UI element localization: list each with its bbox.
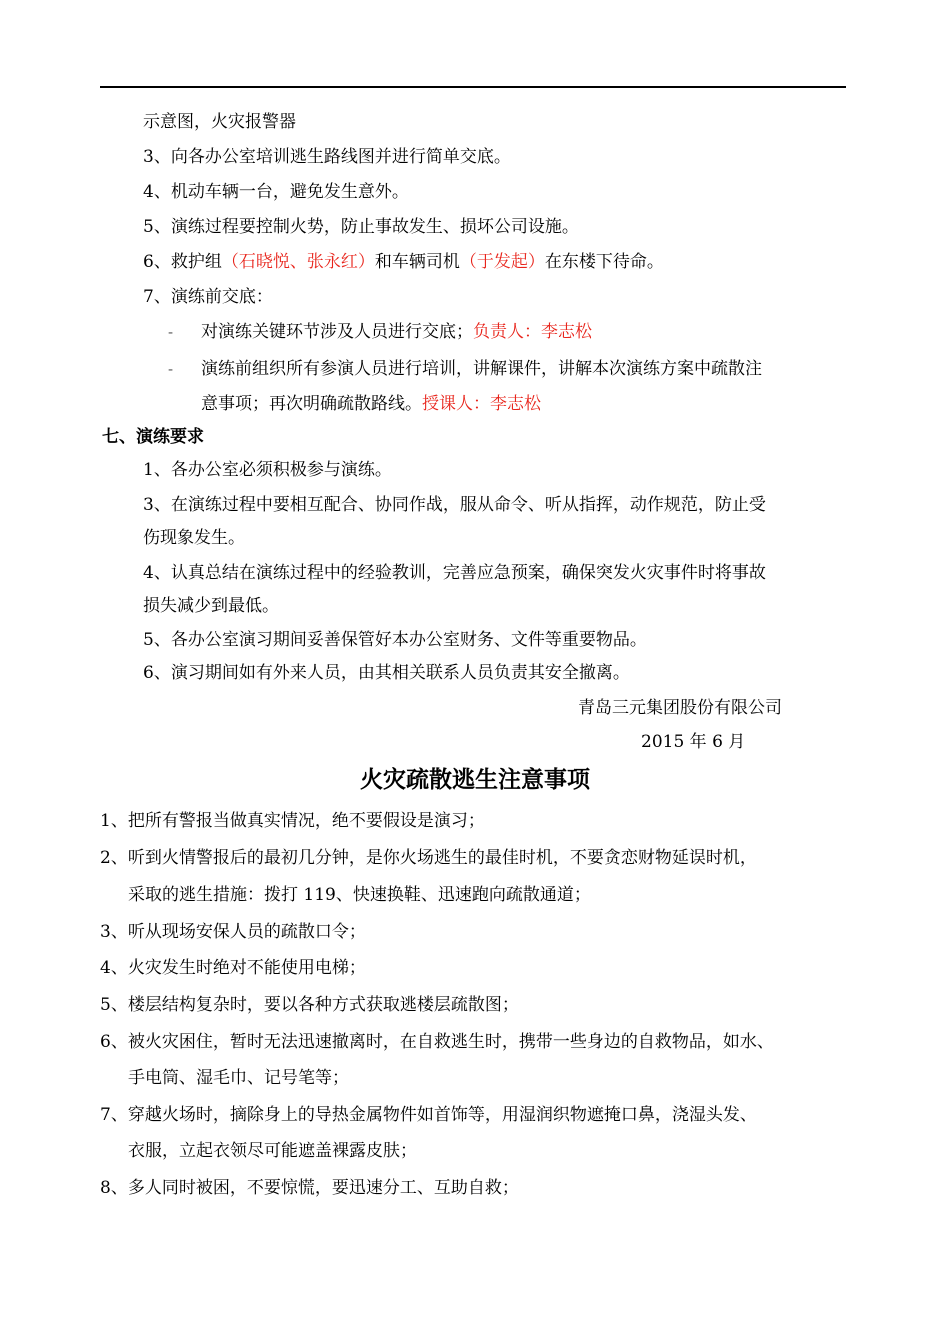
- bullet-dash: -: [168, 323, 174, 341]
- bullet-text: 对演练关键环节涉及人员进行交底；: [201, 322, 473, 342]
- list-item: 5、楼层结构复杂时，要以各种方式获取逃楼层疏散图；: [100, 995, 519, 1015]
- company-name: 青岛三元集团股份有限公司: [578, 698, 782, 718]
- list-item: 5、演练过程要控制火势，防止事故发生、损坏公司设施。: [143, 217, 579, 237]
- list-item: 3、在演练过程中要相互配合、协同作战，服从命令、听从指挥，动作规范，防止受: [143, 495, 766, 515]
- list-item: 5、各办公室演习期间妥善保管好本办公室财务、文件等重要物品。: [143, 630, 647, 650]
- responsible-person: 负责人：李志松: [473, 322, 592, 342]
- driver-name: （于发起）: [459, 252, 545, 272]
- list-item-cont: 伤现象发生。: [143, 528, 245, 548]
- list-item: 4、火灾发生时绝对不能使用电梯；: [100, 958, 366, 978]
- rescue-text-c: 和车辆司机: [374, 252, 460, 272]
- document-date: 2015 年 6 月: [641, 732, 746, 752]
- list-item-cont: 衣服，立起衣领尽可能遮盖裸露皮肤；: [128, 1141, 417, 1161]
- rescue-text-a: 6、救护组: [143, 252, 222, 272]
- continued-line: 示意图，火灾报警器: [143, 112, 296, 132]
- list-item: 3、向各办公室培训逃生路线图并进行简单交底。: [143, 147, 511, 167]
- lecturer: 授课人：李志松: [422, 394, 541, 414]
- list-item: 7、穿越火场时，摘除身上的导热金属物件如首饰等，用湿润织物遮掩口鼻，浇湿头发、: [100, 1105, 757, 1125]
- bullet-item-2-line1: 演练前组织所有参演人员进行培训，讲解课件，讲解本次演练方案中疏散注: [201, 359, 762, 379]
- page-title: 火灾疏散逃生注意事项: [360, 766, 590, 793]
- list-item: 1、各办公室必须积极参与演练。: [143, 460, 392, 480]
- list-item-cont: 损失减少到最低。: [143, 596, 279, 616]
- list-item: 4、认真总结在演练过程中的经验教训，完善应急预案，确保突发火灾事件时将事故: [143, 563, 766, 583]
- list-item: 6、演习期间如有外来人员，由其相关联系人员负责其安全撤离。: [143, 663, 630, 683]
- rescue-names: （石晓悦、张永红）: [221, 252, 375, 272]
- list-item: 1、把所有警报当做真实情况，绝不要假设是演习；: [100, 811, 485, 831]
- list-item-cont: 采取的逃生措施：拨打 119、快速换鞋、迅速跑向疏散通道；: [128, 885, 591, 905]
- bullet-item-2-line2: [201, 393, 541, 415]
- list-item: 3、听从现场安保人员的疏散口令；: [100, 922, 366, 942]
- section-heading: 七、演练要求: [102, 427, 204, 447]
- bullet-item-1: [201, 321, 592, 343]
- list-item: 2、听到火情警报后的最初几分钟，是你火场逃生的最佳时机，不要贪恋财物延误时机，: [100, 848, 757, 868]
- list-item-rescue: [143, 251, 664, 273]
- rescue-text-e: 在东楼下待命。: [544, 252, 664, 272]
- list-item-cont: 手电筒、湿毛巾、记号笔等；: [128, 1068, 349, 1088]
- list-item: 6、被火灾困住，暂时无法迅速撤离时，在自救逃生时，携带一些身边的自救物品，如水、: [100, 1032, 774, 1052]
- header-rule: [100, 86, 846, 88]
- bullet-text: 意事项；再次明确疏散路线。: [201, 394, 422, 414]
- list-item: 4、机动车辆一台，避免发生意外。: [143, 182, 409, 202]
- bullet-dash: -: [168, 360, 174, 378]
- list-item: 7、演练前交底：: [143, 287, 273, 307]
- list-item: 8、多人同时被困，不要惊慌，要迅速分工、互助自救；: [100, 1178, 519, 1198]
